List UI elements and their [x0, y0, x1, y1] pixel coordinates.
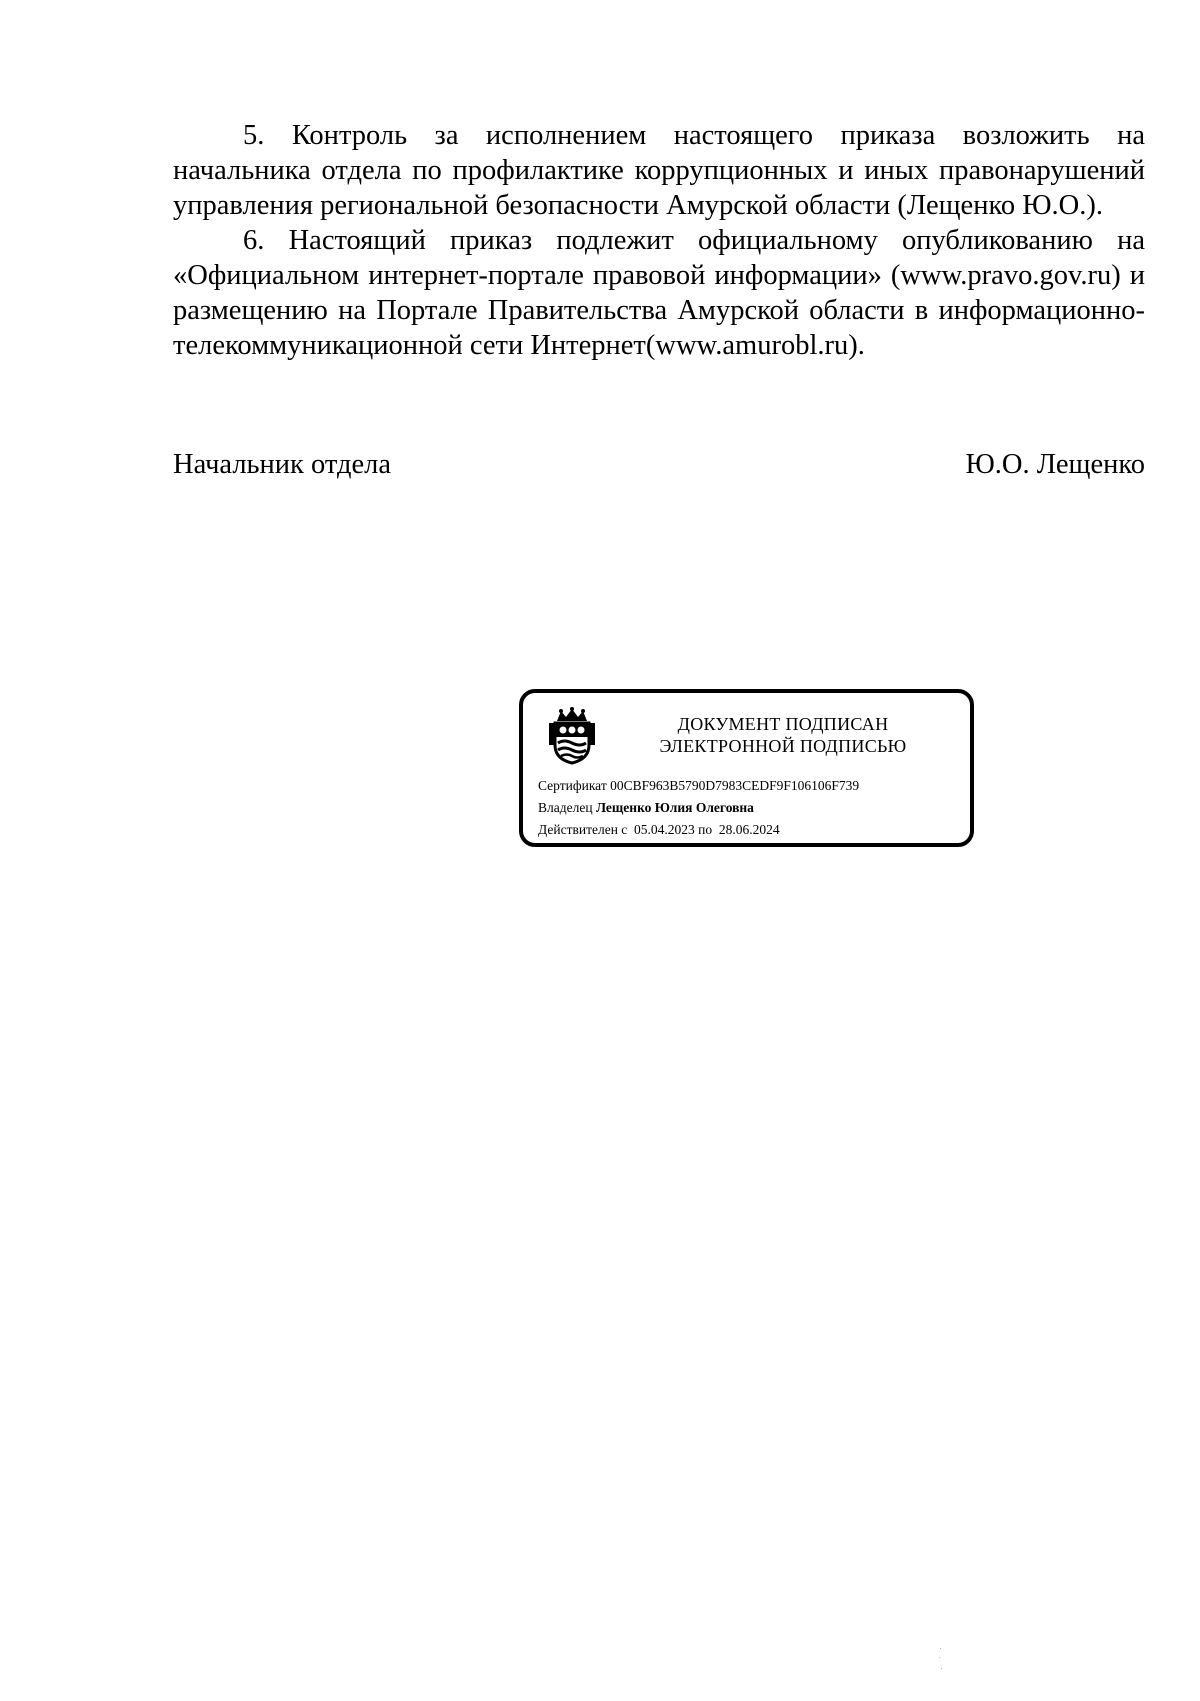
owner-name: Лещенко Юлия Олеговна — [595, 800, 754, 815]
stamp-title-line-2: ЭЛЕКТРОННОЙ ПОДПИСЬЮ — [659, 736, 907, 756]
paragraph-5: 5. Контроль за исполнением настоящего приказа возложить на начальника отдела по профилактике коррупционных и иных правонарушений управления региональной безопасности Амурской области (Лещенко Ю.О.). — [173, 120, 1145, 221]
signer-name: Ю.О. Лещенко — [965, 449, 1145, 480]
valid-to-label: по — [698, 822, 713, 837]
stamp-details — [538, 775, 968, 841]
electronic-signature-stamp — [519, 689, 974, 847]
amur-region-coat-of-arms-icon — [547, 707, 597, 765]
owner-label: Владелец — [538, 800, 593, 815]
paragraph-6: 6. Настоящий приказ подлежит официальному опубликованию на «Официальном интернет-портале правовой информации» (www.pravo.gov.ru) и размещению на Портале Правительства Амурской области в информационно-телекоммуникационной сети Интернет(www.amurobl.ru). — [173, 225, 1145, 361]
stamp-title — [618, 713, 948, 757]
valid-from-date: 05.04.2023 — [634, 822, 695, 837]
valid-to-date: 28.06.2024 — [718, 822, 780, 837]
stamp-title-line-1: ДОКУМЕНТ ПОДПИСАН — [677, 714, 889, 734]
owner-line — [538, 797, 968, 819]
validity-line — [538, 819, 968, 841]
certificate-label: Сертификат — [538, 778, 607, 793]
scan-artifact — [939, 1648, 942, 1670]
signer-position: Начальник отдела — [173, 449, 391, 480]
valid-from-label: Действителен с — [538, 822, 628, 837]
certificate-number: 00CBF963B5790D7983CEDF9F106106F739 — [610, 778, 860, 793]
signature-block — [173, 447, 1145, 487]
certificate-line — [538, 775, 968, 797]
document-body — [173, 118, 1145, 363]
